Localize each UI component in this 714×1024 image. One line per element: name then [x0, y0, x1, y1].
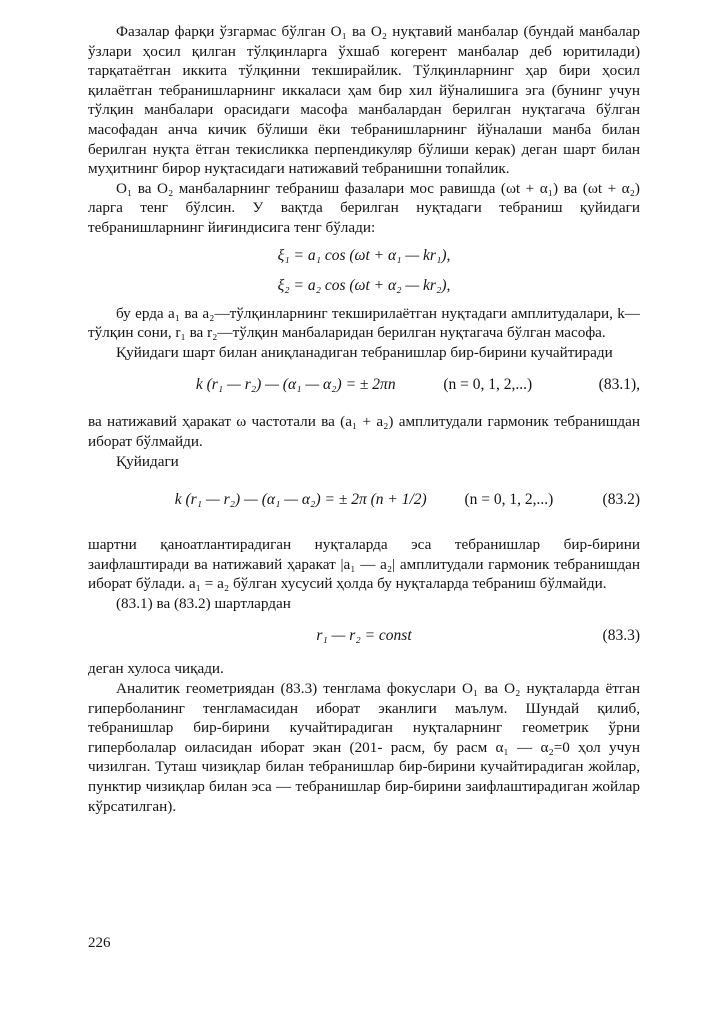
equation-83-1-condition: (n = 0, 1, 2,...) — [443, 376, 533, 394]
equation-83-2-condition: (n = 0, 1, 2,...) — [464, 491, 554, 509]
paragraph-reinforce: Қуйидаги шарт билан аниқланадиган тебранишлар бир-бирини кучайтиради — [116, 343, 613, 361]
paragraph-conclusion: деган хулоса чиқади. — [88, 660, 224, 678]
equation-83-3-number: (83.3) — [602, 627, 640, 645]
paragraph-definitions: бу ерда a₁ ва a₂—тўлқинларнинг текширилаётган нуқтадаги амплитудалари, k—тўлқин сони, r₁ ва r₂—тўлқин манбаларидан берилган нуқтагача бўлган масофа. — [88, 304, 640, 342]
page-text — [88, 22, 640, 816]
paragraph-weaken: шартни қаноатлантирадиган нуқталарда эса тебранишлар бир-бирини заифлаштиради ва натижавий ҳаракат |a₁ — a₂| амплитудали гармоник тебранишдан иборат бўлади. a₁ = a₂ бўлган хусусий ҳолда бу нуқталарда тебраниш бўлмайди. — [88, 536, 640, 593]
equation-xi2: ξ₂ = a₂ cos (ωt + α₂ — kr₂), — [277, 276, 451, 294]
equation-xi1: ξ₁ = a₁ cos (ωt + α₁ — kr₁), — [277, 246, 451, 264]
equation-83-3-body: r₁ — r₂ = const — [316, 627, 412, 645]
equation-83-2-body: k (r₁ — r₂) — (α₁ — α₂) = ± 2π (n + 1/2) — [174, 491, 427, 509]
equation-83-2-number: (83.2) — [602, 491, 640, 509]
paragraph-from-conditions: (83.1) ва (83.2) шартлардан — [116, 594, 291, 612]
equation-83-1 — [88, 370, 640, 400]
paragraph-following: Қуйидаги — [116, 452, 179, 470]
equation-83-1-body: k (r₁ — r₂) — (α₁ — α₂) = ± 2πn — [195, 376, 396, 394]
paragraph-intro: Фазалар фарқи ўзгармас бўлган O₁ ва O₂ нуқтавий манбалар (бундай манбалар ўзлари ҳосил қилган тўлқинларга ўхшаб когерент манбалар деб юритилади) тарқатаётган иккита тўлқинни текширайлик. Тўлқинларнинг ҳар бири ҳосил қилаётган тебранишларнинг иккаласи ҳам бир хил йўналишига эга (бунинг учун тўлқин манбалари орасидаги масофа манбалардан берилган нуқтагача бўлган масофадан анча кичик бўлиши ёки тебранишларнинг йўналаши манба билан берилган нуқта ётган текисликка перпендикуляр бўлиши керак) деган шарт билан муҳитнинг бирор нуқтасидаги натижавий тебранишни топайлик. — [88, 23, 640, 178]
paragraph-phases: O₁ ва O₂ манбаларнинг тебраниш фазалари мос равишда (ωt + α₁) ва (ωt + α₂) ларга тенг бўлсин. У вақтда берилган нуқтадаги тебраниш қуйидаги тебранишларнинг йиғиндисига тенг бўлади: — [88, 179, 640, 236]
page-number: 226 — [88, 935, 111, 951]
equation-83-2 — [88, 479, 640, 521]
paragraph-hyperbola: Аналитик геометриядан (83.3) тенглама фокуслари O₁ ва O₂ нуқталарда ётган гиперболанинг тенгламасидан иборат эканлиги маълум. Шундай қилиб, тебранишлар бир-бирини кучайтирадиган нуқталарнинг геометрик ўрни гиперболалар оиласидан иборат экан (201- расм, бу расм α₁ — α₂=0 ҳол учун чизилган. Туташ чизиқлар билан тебранишлар бир-бирини кучайтирадиган жойлар, пунктир чизиқлар билан эса — тебранишлар бир-бирини заифлаштирадиган жойлар кўрсатилган). — [88, 680, 640, 815]
equation-83-3 — [88, 621, 640, 651]
equation-83-1-number: (83.1), — [598, 376, 640, 394]
paragraph-result: ва натижавий ҳаракат ω частотали ва (a₁ + a₂) амплитудали гармоник тебранишдан иборат бўлмайди. — [88, 413, 640, 450]
